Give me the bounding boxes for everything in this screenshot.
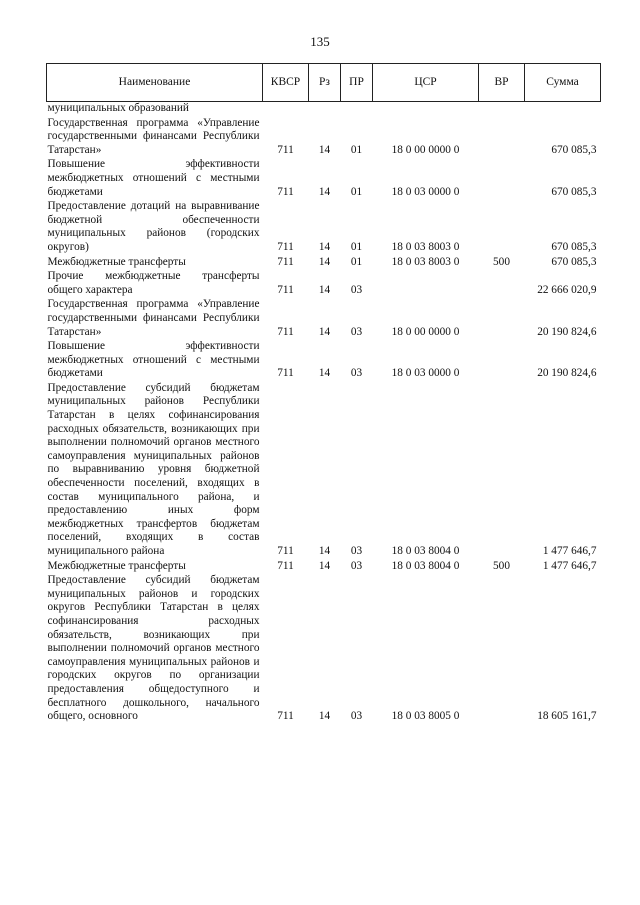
row-pr: 01 [350,255,363,268]
row-rz: 14 [318,143,331,156]
budget-table [46,63,601,724]
row-name: Межбюджетные трансферты [47,559,186,572]
table-header [47,64,601,102]
row-sum: 18 605 161,7 [537,710,597,723]
row-sum: 20 190 824,6 [537,367,597,380]
row-name: Государственная программа «Управление государственными финансами Республики Татарстан» [47,116,260,156]
row-csr: 18 0 03 8004 0 [391,545,460,557]
row-rz: 14 [318,185,331,198]
column-header-pr: ПР [341,64,373,102]
row-csr: 18 0 00 0000 0 [391,325,460,338]
row-sum: 670 085,3 [551,185,597,198]
table-row [47,339,601,381]
row-csr: 18 0 03 8005 0 [391,710,460,723]
row-pr: 03 [350,710,363,723]
row-vr [479,339,525,381]
row-sum: 1 477 646,7 [542,559,597,572]
table-row [47,297,601,339]
row-rz: 14 [318,325,331,338]
row-vr: 500 [493,559,510,572]
row-pr: 03 [350,283,363,296]
column-header-vr: ВР [479,64,525,102]
row-rz: 14 [318,559,331,572]
column-header-kvsr: КВСР [263,64,309,102]
row-name: Предоставление субсидий бюджетам муниципальных районов и городских округов Республики Татарстан в целях софинансирования расходных обязательств, возникающих при выполнении полномочий органов местного самоуправления муниципальных районов и городских округов по организации предоставления общедоступного и бесплатного дошкольного, начального общего, основного [47,574,260,723]
table-row [47,199,601,254]
row-name: Межбюджетные трансферты [47,255,186,268]
row-rz: 14 [318,240,331,253]
row-rz [309,102,341,116]
row-pr: 01 [350,240,363,253]
row-pr: 03 [350,325,363,338]
row-kvsr: 711 [277,283,294,296]
row-sum: 670 085,3 [551,240,597,253]
table-row [47,116,601,158]
table-row [47,102,601,116]
column-header-rz: Рз [309,64,341,102]
row-pr: 03 [350,367,363,380]
row-rz: 14 [318,545,331,557]
column-header-sum: Сумма [525,64,601,102]
row-rz: 14 [318,283,331,296]
table-row [47,255,601,270]
row-vr [479,297,525,339]
row-vr [479,269,525,297]
row-sum: 670 085,3 [551,255,597,268]
row-name: Государственная программа «Управление государственными финансами Республики Татарстан» [47,298,260,338]
table-row [47,559,601,574]
column-header-csr: ЦСР [373,64,479,102]
row-kvsr: 711 [277,185,294,198]
row-vr: 500 [493,255,510,268]
row-pr [341,102,373,116]
row-csr: 18 0 03 8003 0 [391,240,460,253]
row-csr: 18 0 03 8003 0 [391,255,460,268]
row-rz: 14 [318,710,331,723]
row-kvsr: 711 [277,710,294,723]
column-header-name: Наименование [47,64,263,102]
row-kvsr: 711 [277,367,294,380]
row-name: Предоставление дотаций на выравнивание бюджетной обеспеченности муниципальных районов (городских округов) [47,200,260,253]
row-csr: 18 0 03 8004 0 [391,559,460,572]
row-kvsr: 711 [277,240,294,253]
row-rz: 14 [318,367,331,380]
row-kvsr: 711 [277,325,294,338]
row-name: Повышение эффективности межбюджетных отношений с местными бюджетами [47,340,260,380]
page-number: 135 [310,34,330,49]
row-sum: 22 666 020,9 [537,283,597,296]
row-kvsr [263,102,309,116]
row-sum: 20 190 824,6 [537,325,597,338]
row-sum [525,102,601,116]
row-vr [479,573,525,724]
row-pr: 03 [350,559,363,572]
row-pr: 01 [350,143,363,156]
row-csr: 18 0 03 0000 0 [391,185,460,198]
row-vr [479,116,525,158]
table-row [47,157,601,199]
row-vr [479,199,525,254]
row-kvsr: 711 [277,255,294,268]
row-name: Прочие межбюджетные трансферты общего характера [47,270,260,296]
table-row [47,269,601,297]
row-vr [479,381,525,559]
row-sum: 670 085,3 [551,143,597,156]
row-csr [373,269,479,297]
row-pr: 03 [350,545,363,557]
row-kvsr: 711 [277,559,294,572]
table-row [47,573,601,724]
row-name: Предоставление субсидий бюджетам муниципальных районов Республики Татарстан в целях софинансирования расходных обязательств, возникающих при выполнении полномочий органов местного самоуправления муниципальных районов по выравниванию уровня бюджетной обеспеченности поселений, входящих в состав муниципального района, и предоставлению иных форм межбюджетных трансфертов бюджетам поселений, входящих в состав муниципального района [47,381,260,557]
row-pr: 01 [350,185,363,198]
row-kvsr: 711 [277,545,294,557]
row-csr: 18 0 00 0000 0 [391,143,460,156]
row-csr [373,102,479,116]
row-csr: 18 0 03 0000 0 [391,367,460,380]
table-body [47,102,601,724]
table-row [47,381,601,559]
row-sum: 1 477 646,7 [542,545,597,557]
row-rz: 14 [318,255,331,268]
row-vr [479,102,525,116]
row-kvsr: 711 [277,143,294,156]
row-name: Повышение эффективности межбюджетных отношений с местными бюджетами [47,158,260,198]
row-name: муниципальных образований [47,102,189,114]
row-vr [479,157,525,199]
